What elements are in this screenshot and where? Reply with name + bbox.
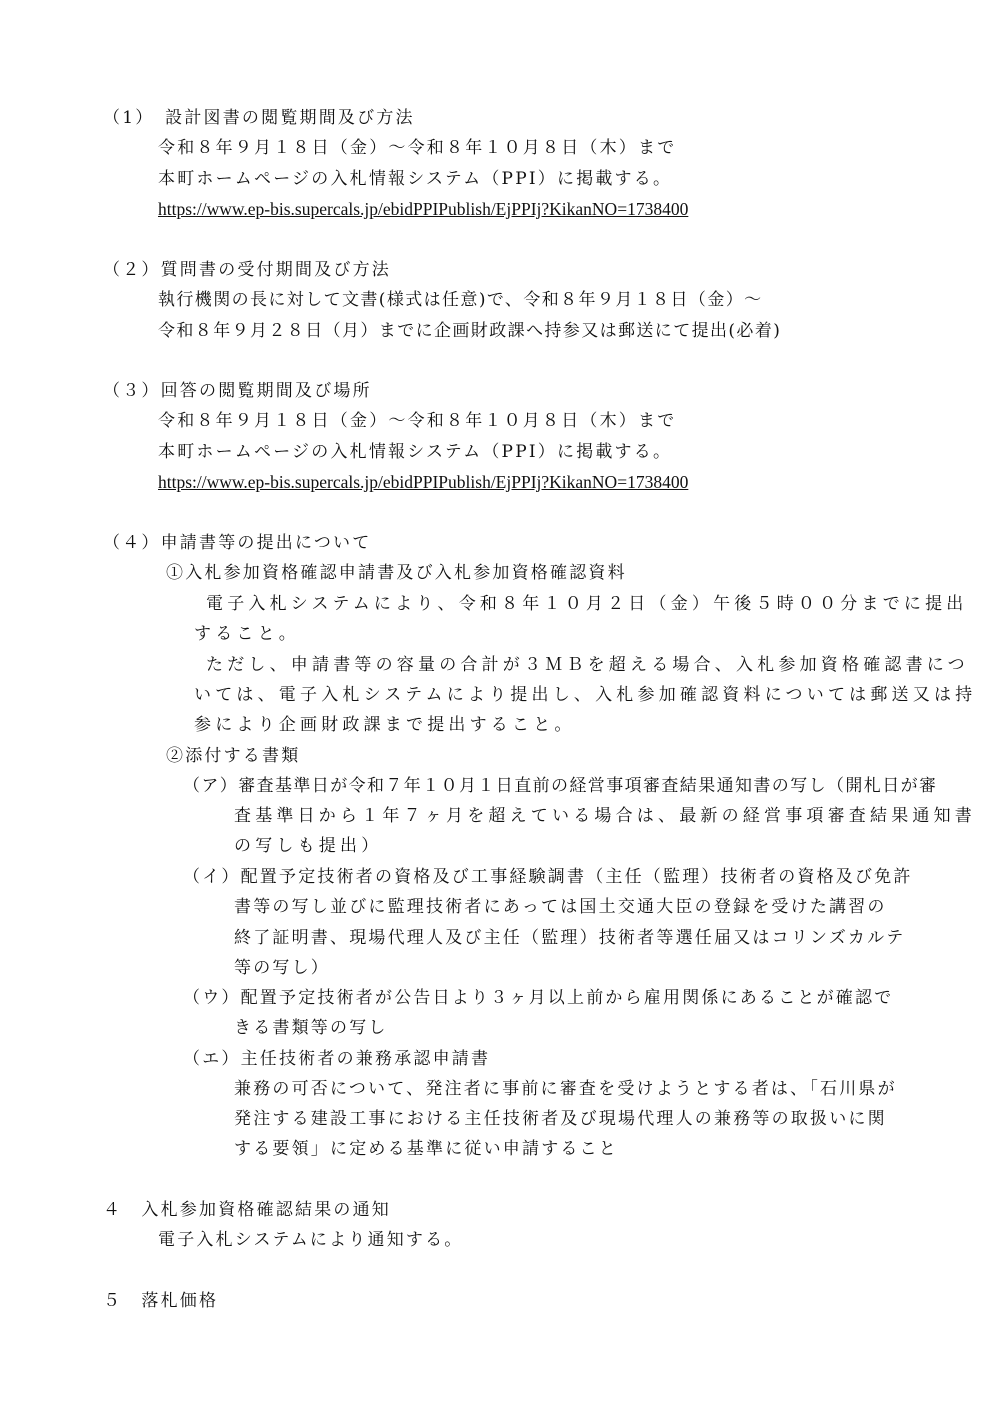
item-i-line-2: 書等の写し並びに監理技術者にあっては国土交通大臣の登録を受けた講習の [234,897,887,917]
item-e-line-2: 兼務の可否について、発注者に事前に審査を受けようとする者は、「石川県が [234,1079,897,1099]
section-3-period: 令和８年９月１８日（金）～令和８年１０月８日（木）まで [158,411,677,431]
section-four-text: 電子入札システムにより通知する。 [158,1230,464,1250]
item-u-line-1: （ウ）配置予定技術者が公告日より３ヶ月以上前から雇用関係にあることが確認で [183,988,894,1008]
section-2-line-1: 執行機関の長に対して文書(様式は任意)で、令和８年９月１８日（金）～ [158,290,763,310]
item-1-para-1-line-1: 電子入札システムにより、令和８年１０月２日（金）午後５時００分までに提出 [206,594,968,614]
item-1-para-2-line-1: ただし、申請書等の容量の合計が３ＭＢを超える場合、入札参加資格確認書につ [206,655,969,675]
section-1-method: 本町ホームページの入札情報システム（PPI）に掲載する。 [158,169,673,189]
section-1-heading: （1） 設計図書の閲覧期間及び方法 [103,108,415,128]
item-1-para-2-line-3: 参により企画財政課まで提出すること。 [194,715,576,735]
section-five-heading: ５ 落札価格 [103,1291,219,1311]
item-a-line-2: 査基準日から１年７ヶ月を超えている場合は、最新の経営事項審査結果通知書 [234,806,976,826]
section-2-heading: （２）質問書の受付期間及び方法 [103,260,391,280]
item-e-line-3: 発注する建設工事における主任技術者及び現場代理人の兼務等の取扱いに関 [234,1109,887,1129]
item-a-line-3: の写しも提出） [234,836,383,856]
item-1-title: ①入札参加資格確認申請書及び入札参加資格確認資料 [166,563,627,583]
section-2-line-2: 令和８年９月２８日（月）までに企画財政課へ持参又は郵送にて提出(必着) [158,321,782,341]
section-3-url-link[interactable]: https://www.ep-bis.supercals.jp/ebidPPIPublish/EjPPIj?KikanNO=1738400 [158,472,689,492]
section-1-url-link[interactable]: https://www.ep-bis.supercals.jp/ebidPPIPublish/EjPPIj?KikanNO=1738400 [158,199,689,219]
item-e-line-1: （エ）主任技術者の兼務承認申請書 [183,1049,491,1069]
item-e-line-4: する要領」に定める基準に従い申請すること [234,1139,618,1159]
section-four-heading: ４ 入札参加資格確認結果の通知 [103,1200,391,1220]
item-2-title: ②添付する書類 [166,746,301,766]
item-a-line-1: （ア）審査基準日が令和７年１０月１日直前の経営事項審査結果通知書の写し（開札日が審 [183,776,938,796]
section-1-period: 令和８年９月１８日（金）～令和８年１０月８日（木）まで [158,138,677,158]
section-3-heading: （３）回答の閲覧期間及び場所 [103,381,372,401]
item-i-line-3: 終了証明書、現場代理人及び主任（監理）技術者等選任届又はコリンズカルテ [234,928,906,948]
item-1-para-1-line-2: すること。 [194,624,300,644]
item-i-line-4: 等の写し） [234,958,330,978]
item-i-line-1: （イ）配置予定技術者の資格及び工事経験調書（主任（監理）技術者の資格及び免許 [183,867,913,887]
item-1-para-2-line-2: いては、電子入札システムにより提出し、入札参加確認資料については郵送又は持 [194,685,977,705]
section-3-place: 本町ホームページの入札情報システム（PPI）に掲載する。 [158,442,673,462]
section-4-heading: （４）申請書等の提出について [103,533,372,553]
item-u-line-2: きる書類等の写し [234,1018,388,1038]
